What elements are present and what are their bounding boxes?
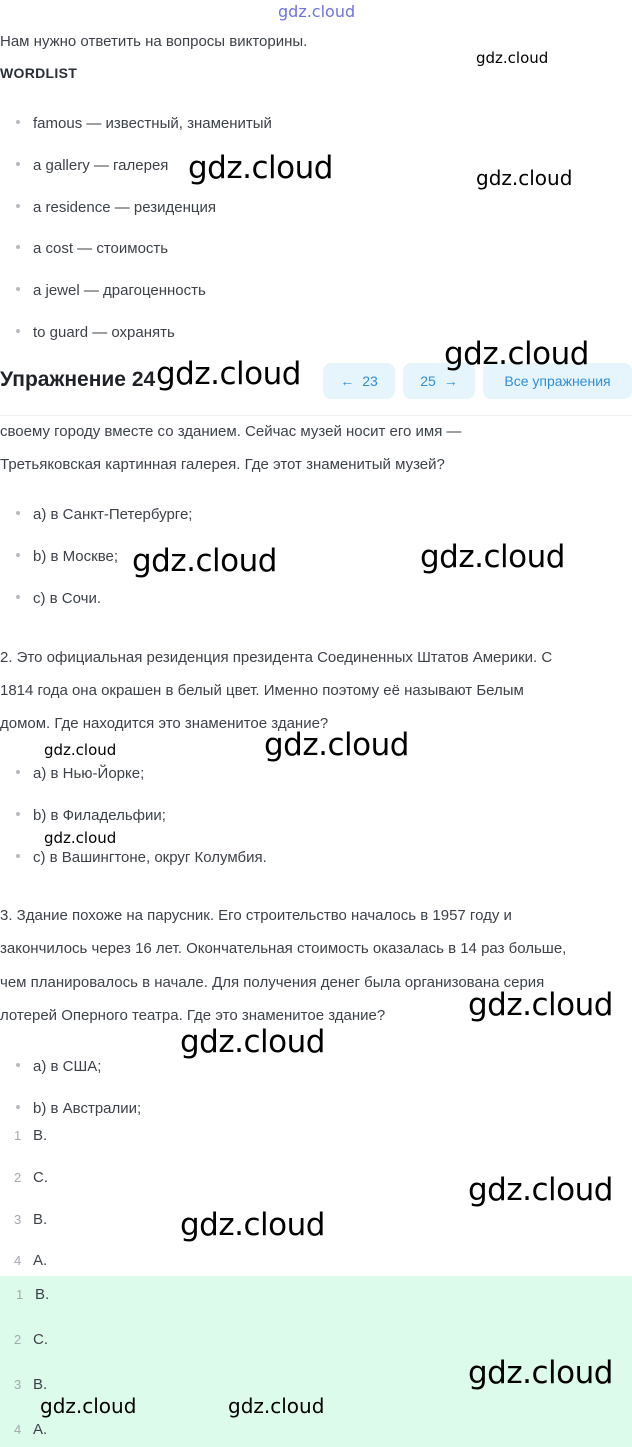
bullet-icon xyxy=(16,245,20,249)
option-item: a) в Санкт-Петербурге; xyxy=(16,506,192,523)
question-1-line: своему городу вместе со зданием. Сейчас музей носит его имя — xyxy=(0,423,462,440)
bullet-icon xyxy=(16,329,20,333)
intro-text: Нам нужно ответить на вопросы викторины. xyxy=(0,33,308,50)
watermark: gdz.cloud xyxy=(476,49,549,67)
wordlist-item: a jewel — драгоценность xyxy=(16,282,206,299)
watermark: gdz.cloud xyxy=(444,336,589,372)
bullet-icon xyxy=(16,812,20,816)
question-3-line: чем планировалось в начале. Для получения денег была организована серия xyxy=(0,974,545,991)
question-1-line: Третьяковская картинная галерея. Где этот знаменитый музей? xyxy=(0,456,445,473)
bullet-icon xyxy=(16,553,20,557)
watermark: gdz.cloud xyxy=(132,543,277,579)
bullet-icon xyxy=(16,595,20,599)
all-exercises-button[interactable]: Все упражнения xyxy=(483,363,632,399)
watermark: gdz.cloud xyxy=(468,1355,613,1391)
answer-item: 2 C. xyxy=(14,1331,48,1348)
answer-item: 4 A. xyxy=(14,1252,48,1269)
bullet-icon xyxy=(16,287,20,291)
watermark: gdz.cloud xyxy=(476,166,573,190)
question-2-line: домом. Где находится это знаменитое здание? xyxy=(0,715,329,732)
watermark: gdz.cloud xyxy=(156,356,301,392)
bullet-icon xyxy=(16,1105,20,1109)
option-item: a) в Нью-Йорке; xyxy=(16,765,144,782)
bullet-icon xyxy=(16,854,20,858)
answer-item: 1 B. xyxy=(16,1286,50,1303)
answer-item: 1 B. xyxy=(14,1127,48,1144)
next-exercise-button[interactable]: 25 → xyxy=(403,363,475,399)
bullet-icon xyxy=(16,120,20,124)
option-item: c) в Вашингтоне, округ Колумбия. xyxy=(16,849,267,866)
watermark: gdz.cloud xyxy=(180,1207,325,1243)
watermark: gdz.cloud xyxy=(44,829,117,847)
wordlist-item: a residence — резиденция xyxy=(16,199,216,216)
watermark: gdz.cloud xyxy=(188,150,333,186)
question-3-line: 3. Здание похоже на парусник. Его строительство началось в 1957 году и xyxy=(0,907,512,924)
watermark: gdz.cloud xyxy=(264,727,409,763)
divider xyxy=(0,415,632,416)
option-item: a) в США; xyxy=(16,1058,101,1075)
watermark: gdz.cloud xyxy=(228,1394,325,1418)
watermark: gdz.cloud xyxy=(420,539,565,575)
arrow-right-icon: → xyxy=(443,373,458,389)
bullet-icon xyxy=(16,204,20,208)
watermark: gdz.cloud xyxy=(44,741,117,759)
wordlist-item: a gallery — галерея xyxy=(16,157,168,174)
watermark: gdz.cloud xyxy=(40,1394,137,1418)
question-2-line: 1814 года она окрашен в белый цвет. Именно поэтому её называют Белым xyxy=(0,682,524,699)
watermark: gdz.cloud xyxy=(468,1172,613,1208)
exercise-title: Упражнение 24 xyxy=(0,368,156,391)
answer-item: 3 B. xyxy=(14,1376,48,1393)
question-2-line: 2. Это официальная резиденция президента Соединенных Штатов Америки. С xyxy=(0,649,553,666)
wordlist-item: a cost — стоимость xyxy=(16,240,168,257)
answer-item: 2 C. xyxy=(14,1169,48,1186)
prev-exercise-button[interactable]: ← 23 xyxy=(323,363,395,399)
bullet-icon xyxy=(16,162,20,166)
question-3-line: закончилось через 16 лет. Окончательная стоимость оказалась в 14 раз больше, xyxy=(0,940,567,957)
wordlist-title: WORDLIST xyxy=(0,65,78,81)
bullet-icon xyxy=(16,511,20,515)
wordlist-item: to guard — охранять xyxy=(16,324,175,341)
question-3-line: лотерей Оперного театра. Где это знаменитое здание? xyxy=(0,1007,386,1024)
option-item: b) в Москве; xyxy=(16,548,118,565)
bullet-icon xyxy=(16,770,20,774)
option-item: b) в Австралии; xyxy=(16,1100,141,1117)
watermark: gdz.cloud xyxy=(468,987,613,1023)
arrow-left-icon: ← xyxy=(340,373,355,389)
watermark: gdz.cloud xyxy=(180,1024,325,1060)
wordlist-item: famous — известный, знаменитый xyxy=(16,115,272,132)
option-item: b) в Филадельфии; xyxy=(16,807,166,824)
answer-item: 4 A. xyxy=(14,1421,48,1438)
watermark-top: gdz.cloud xyxy=(278,2,356,21)
option-item: c) в Сочи. xyxy=(16,590,101,607)
bullet-icon xyxy=(16,1063,20,1067)
answer-item: 3 B. xyxy=(14,1211,48,1228)
